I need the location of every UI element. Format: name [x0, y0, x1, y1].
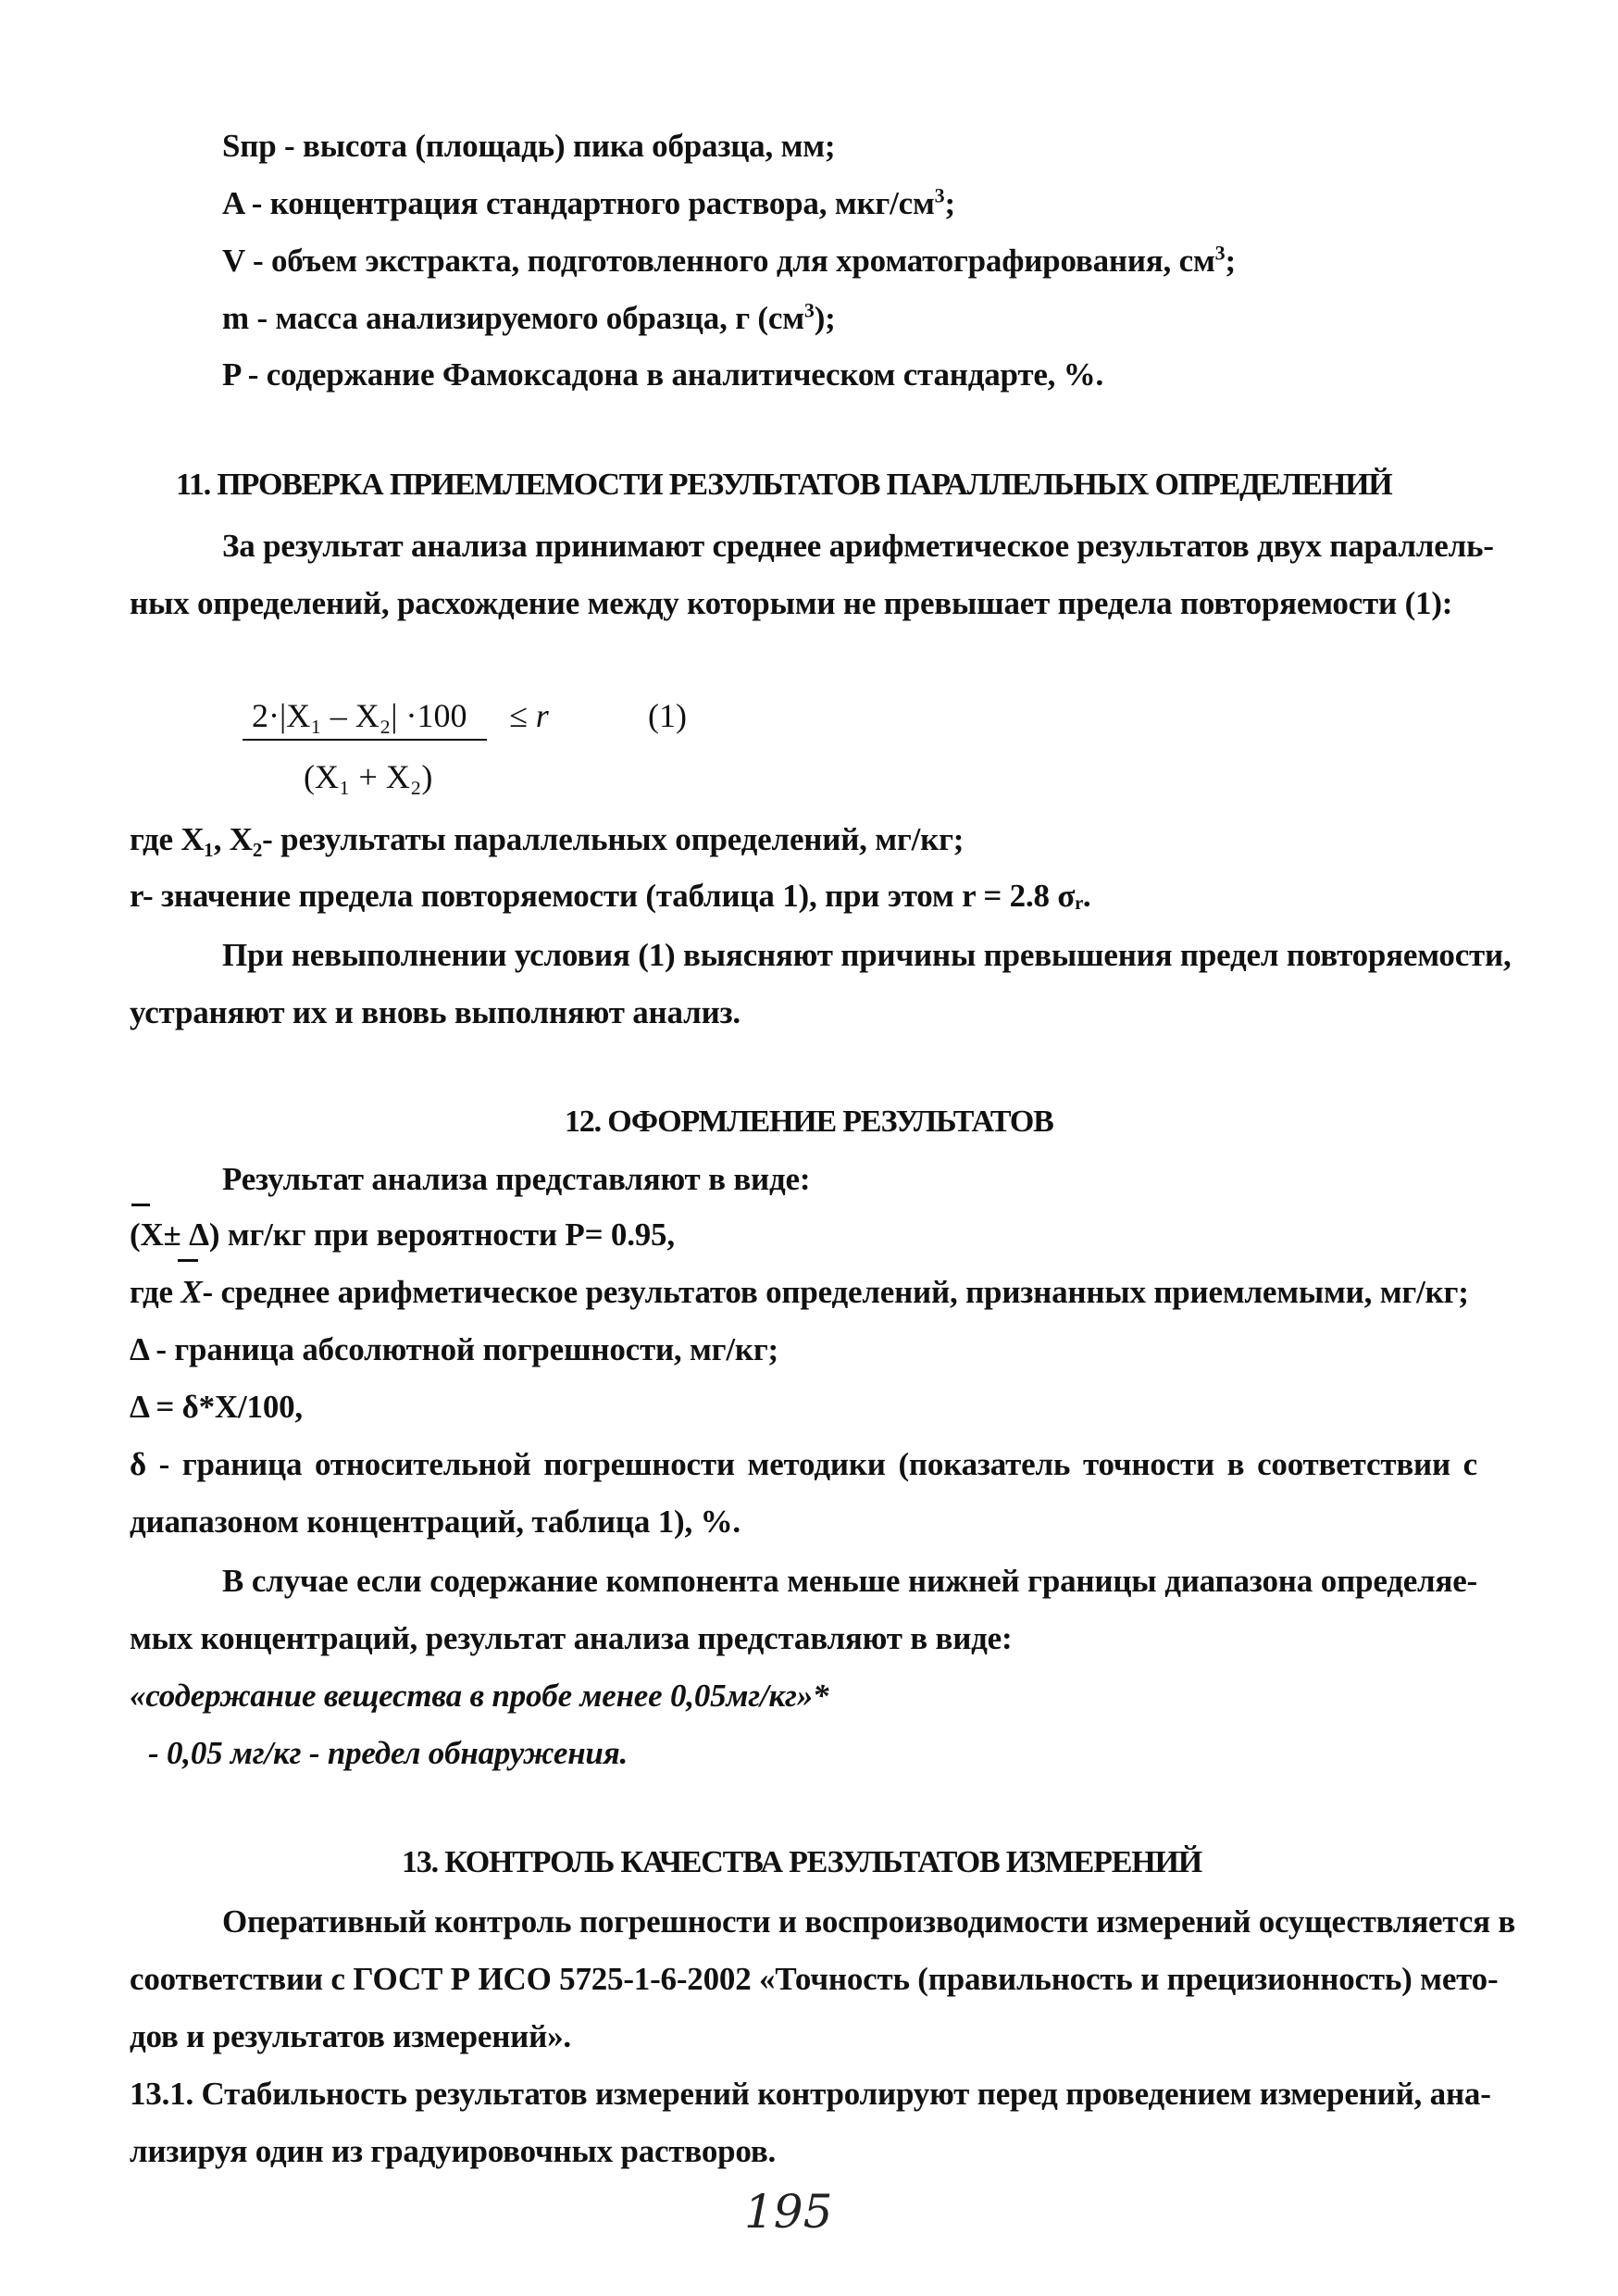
section-heading: 12. ОФОРМЛЕНИЕ РЕЗУЛЬТАТОВ [565, 1104, 1053, 1139]
paragraph-line: где X- среднее арифметическое результатов определений, признанных приемлемыми, мг/кг; [130, 1274, 1469, 1310]
paragraph-line: мых концентраций, результат анализа представляют в виде: [130, 1620, 1013, 1656]
definition-line: V - объем экстракта, подготовленного для хроматографирования, $см^3$; [222, 241, 1236, 279]
paragraph-line: Результат анализа представляют в виде: [222, 1161, 811, 1197]
definition-line: Sпр - высота (площадь) пика образца, мм; [222, 128, 836, 164]
section-heading: 13. КОНТРОЛЬ КАЧЕСТВА РЕЗУЛЬТАТОВ ИЗМЕРЕНИЙ [402, 1845, 1201, 1879]
paragraph-line: Оперативный контроль погрешности и воспроизводимости измерений осуществляется в [222, 1903, 1516, 1940]
formula-leq: ≤ r [509, 697, 549, 734]
paragraph-line: δ - граница относительной погрешности методики (показатель точности в соответствии с [130, 1446, 1477, 1482]
section-heading: 11. ПРОВЕРКА ПРИЕМЛЕМОСТИ РЕЗУЛЬТАТОВ ПАРАЛЛЕЛЬНЫХ ОПРЕДЕЛЕНИЙ [176, 468, 1392, 502]
paragraph-line: (X± Δ) мг/кг при вероятности P= 0.95, [130, 1217, 675, 1253]
footnote-line: - 0,05 мг/кг - предел обнаружения. [148, 1735, 629, 1771]
mean-overbar [178, 1259, 198, 1262]
paragraph-line: устраняют их и вновь выполняют анализ. [130, 994, 741, 1030]
paragraph-line: При невыполнении условия (1) выясняют причины превышения предел повторяемости, [222, 937, 1512, 973]
definition-line: m - масса анализируемого образца, г $(см^3)$; [222, 298, 836, 336]
paragraph-line: лизируя один из градуировочных растворов. [130, 2133, 777, 2169]
paragraph-line: диапазоном концентраций, таблица 1), %. [130, 1504, 741, 1540]
paragraph-line: дов и результатов измерений». [130, 2018, 571, 2054]
paragraph-line: За результат анализа принимают среднее арифметическое результатов двух параллель- [222, 528, 1494, 564]
paragraph-line: «содержание вещества в пробе менее 0,05мг/кг»* [130, 1678, 829, 1714]
definition-line: P - содержание Фамоксадона в аналитическом стандарте, %. [222, 356, 1104, 393]
paragraph-line: соответствии с ГОСТ Р ИСО 5725-1-6-2002 «Точность (правильность и прецизионность) мето- [130, 1961, 1499, 1997]
paragraph-line: Δ = δ*X/100, [130, 1389, 303, 1425]
paragraph-line: где X₁, X₂- результаты параллельных определений, мг/кг; [130, 821, 965, 857]
paragraph-line: ных определений, расхождение между которыми не превышает предела повторяемости (1): [130, 585, 1453, 621]
formula-number: (1) [648, 697, 687, 734]
paragraph-line: Δ - граница абсолютной погрешности, мг/кг; [130, 1331, 778, 1367]
formula-denominator: (X₁ + X₂) [304, 758, 433, 795]
fraction-bar [243, 739, 487, 741]
formula-numerator: 2·|X₁ – X₂| ·100 [252, 697, 467, 734]
paragraph-line: 13.1. Стабильность результатов измерений контролируют перед проведением измерений, ана- [130, 2076, 1491, 2112]
paragraph-line: r- значение предела повторяемости (таблица 1), при этом r = 2.8 σᵣ. [130, 878, 1091, 914]
definition-line: A - концентрация стандартного раствора, мкг/$см^3$; [222, 183, 955, 221]
paragraph-line: В случае если содержание компонента меньше нижней границы диапазона определяе- [222, 1563, 1477, 1599]
mean-overbar [131, 1204, 150, 1206]
page-number: 195 [744, 2185, 833, 2239]
